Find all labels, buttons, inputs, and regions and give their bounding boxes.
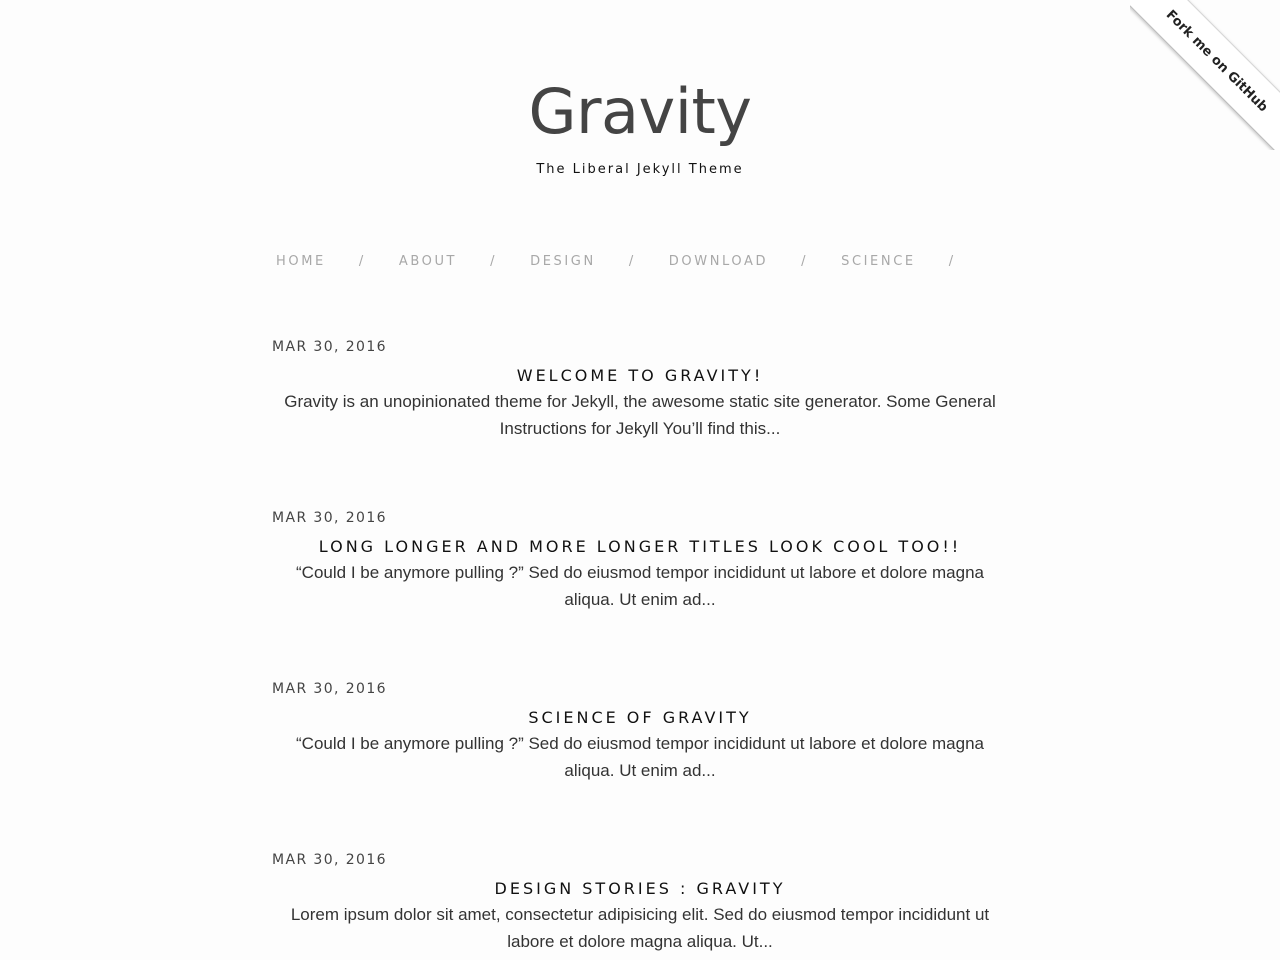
- nav-item-about: [399, 254, 530, 269]
- post-date: MAR 30, 2016: [272, 510, 387, 526]
- post-title-link[interactable]: WELCOME TO GRAVITY!: [516, 366, 764, 385]
- post-title-link[interactable]: LONG LONGER AND MORE LONGER TITLES LOOK COOL TOO!!: [318, 537, 962, 556]
- nav-separator: /: [490, 253, 498, 269]
- nav-separator: /: [358, 253, 366, 269]
- fork-on-github-ribbon[interactable]: [1130, 0, 1280, 150]
- nav-item-science: [841, 254, 989, 269]
- ribbon-label: Fork me on GitHub: [1163, 7, 1271, 115]
- nav-separator: /: [801, 253, 809, 269]
- post-date: MAR 30, 2016: [272, 852, 387, 868]
- post-item: [272, 678, 1008, 849]
- site-tagline: The Liberal Jekyll Theme: [536, 162, 744, 177]
- post-date: MAR 30, 2016: [272, 339, 387, 355]
- nav-link-about[interactable]: ABOUT: [398, 253, 458, 269]
- post-excerpt: Lorem ipsum dolor sit amet, consectetur adipisicing elit. Sed do eiusmod tempor incididunt ut labore et dolore magna aliqua. Ut...: [290, 905, 990, 951]
- site-title-link[interactable]: Gravity: [528, 75, 752, 148]
- nav-item-download: [669, 254, 841, 269]
- post-title-link[interactable]: SCIENCE OF GRAVITY: [528, 708, 752, 727]
- post-item: [272, 507, 1008, 678]
- nav-item-design: [530, 254, 669, 269]
- github-ribbon-container: [1130, 0, 1280, 150]
- post-excerpt: Gravity is an unopinionated theme for Jekyll, the awesome static site generator. Some General Instructions for Jekyll You’ll find this...: [284, 392, 996, 438]
- post-item: [272, 849, 1008, 960]
- nav-link-home[interactable]: HOME: [276, 253, 326, 269]
- post-list: [272, 336, 1008, 960]
- post-date: MAR 30, 2016: [272, 681, 387, 697]
- nav-separator: /: [948, 253, 956, 269]
- post-title-link[interactable]: DESIGN STORIES : GRAVITY: [494, 879, 786, 898]
- post-excerpt: “Could I be anymore pulling ?” Sed do eiusmod tempor incididunt ut labore et dolore magna aliqua. Ut enim ad...: [296, 563, 984, 609]
- nav-link-science[interactable]: SCIENCE: [841, 253, 916, 269]
- nav-separator: /: [628, 253, 636, 269]
- nav-link-design[interactable]: DESIGN: [530, 253, 596, 269]
- post-excerpt: “Could I be anymore pulling ?” Sed do eiusmod tempor incididunt ut labore et dolore magna aliqua. Ut enim ad...: [296, 734, 984, 780]
- main-nav: [276, 250, 989, 272]
- nav-item-home: [276, 254, 399, 269]
- post-item: [272, 336, 1008, 507]
- nav-link-download[interactable]: DOWNLOAD: [668, 253, 769, 269]
